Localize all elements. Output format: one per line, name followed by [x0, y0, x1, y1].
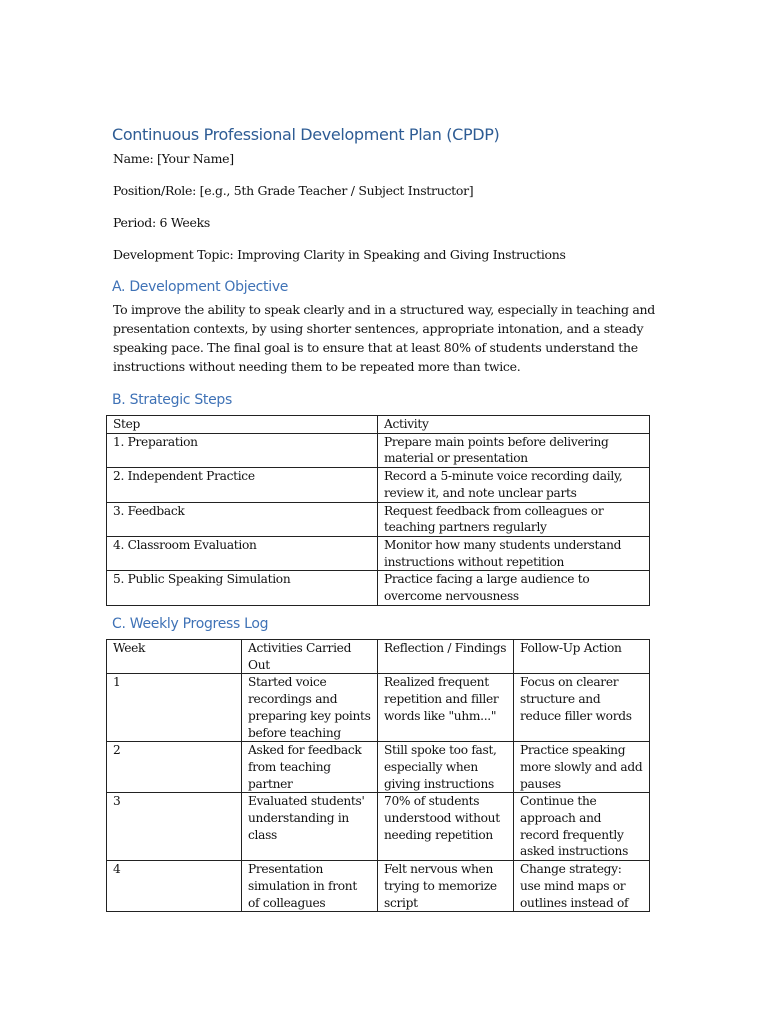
header-cell-follow-up: Follow-Up Action	[514, 640, 650, 674]
step-cell: 1. Preparation	[107, 433, 378, 467]
week-cell: 3	[107, 793, 242, 861]
position-line: Position/Role: [e.g., 5th Grade Teacher / Subject Instructor]	[113, 183, 474, 198]
activities-cell: Asked for feedback from teaching partner	[242, 742, 378, 793]
document-title: Continuous Professional Development Plan (CPDP)	[112, 125, 500, 144]
objective-paragraph: To improve the ability to speak clearly and in a structured way, especially in teaching and presentation contexts, by using shorter sentences, appropriate intonation, and a steady speaking pace. The final goal is to ensure that at least 80% of students understand the instructions without needing them to be repeated more than twice.	[113, 302, 655, 374]
header-cell-step: Step	[107, 416, 378, 434]
follow-up-cell: Continue the approach and record frequently asked instructions	[514, 793, 650, 861]
follow-up-cell: Change strategy: use mind maps or outlines instead of	[514, 861, 650, 912]
period-line: Period: 6 Weeks	[113, 215, 210, 230]
table-header-row	[107, 416, 650, 434]
table-row	[107, 674, 650, 742]
weekly-progress-table	[106, 639, 650, 912]
table-row	[107, 468, 650, 502]
activities-cell: Presentation simulation in front of colleagues	[242, 861, 378, 912]
step-cell: 2. Independent Practice	[107, 468, 378, 502]
activity-cell: Request feedback from colleagues or teaching partners regularly	[378, 502, 650, 536]
header-cell-activity: Activity	[378, 416, 650, 434]
table-row	[107, 861, 650, 912]
activity-cell: Record a 5-minute voice recording daily, review it, and note unclear parts	[378, 468, 650, 502]
section-b-heading: B. Strategic Steps	[112, 392, 233, 408]
section-a-heading: A. Development Objective	[112, 279, 289, 295]
follow-up-cell: Practice speaking more slowly and add pauses	[514, 742, 650, 793]
table-row	[107, 433, 650, 467]
reflection-cell: Felt nervous when trying to memorize script	[378, 861, 514, 912]
step-cell: 5. Public Speaking Simulation	[107, 571, 378, 605]
header-cell-activities: Activities Carried Out	[242, 640, 378, 674]
follow-up-cell: Focus on clearer structure and reduce filler words	[514, 674, 650, 742]
header-cell-week: Week	[107, 640, 242, 674]
week-cell: 2	[107, 742, 242, 793]
reflection-cell: Realized frequent repetition and filler words like "uhm..."	[378, 674, 514, 742]
table-row	[107, 536, 650, 570]
step-cell: 3. Feedback	[107, 502, 378, 536]
week-cell: 1	[107, 674, 242, 742]
strategic-steps-table	[106, 415, 650, 606]
step-cell: 4. Classroom Evaluation	[107, 536, 378, 570]
header-cell-reflection: Reflection / Findings	[378, 640, 514, 674]
table-row	[107, 793, 650, 861]
activity-cell: Monitor how many students understand instructions without repetition	[378, 536, 650, 570]
reflection-cell: 70% of students understood without needing repetition	[378, 793, 514, 861]
activities-cell: Started voice recordings and preparing key points before teaching	[242, 674, 378, 742]
name-line: Name: [Your Name]	[113, 151, 234, 166]
week-cell: 4	[107, 861, 242, 912]
reflection-cell: Still spoke too fast, especially when giving instructions	[378, 742, 514, 793]
section-c-heading: C. Weekly Progress Log	[112, 616, 269, 632]
activity-cell: Prepare main points before delivering material or presentation	[378, 433, 650, 467]
activity-cell: Practice facing a large audience to overcome nervousness	[378, 571, 650, 605]
table-header-row	[107, 640, 650, 674]
table-row	[107, 742, 650, 793]
topic-line: Development Topic: Improving Clarity in Speaking and Giving Instructions	[113, 247, 566, 262]
table-row	[107, 502, 650, 536]
table-row	[107, 571, 650, 605]
activities-cell: Evaluated students' understanding in class	[242, 793, 378, 861]
